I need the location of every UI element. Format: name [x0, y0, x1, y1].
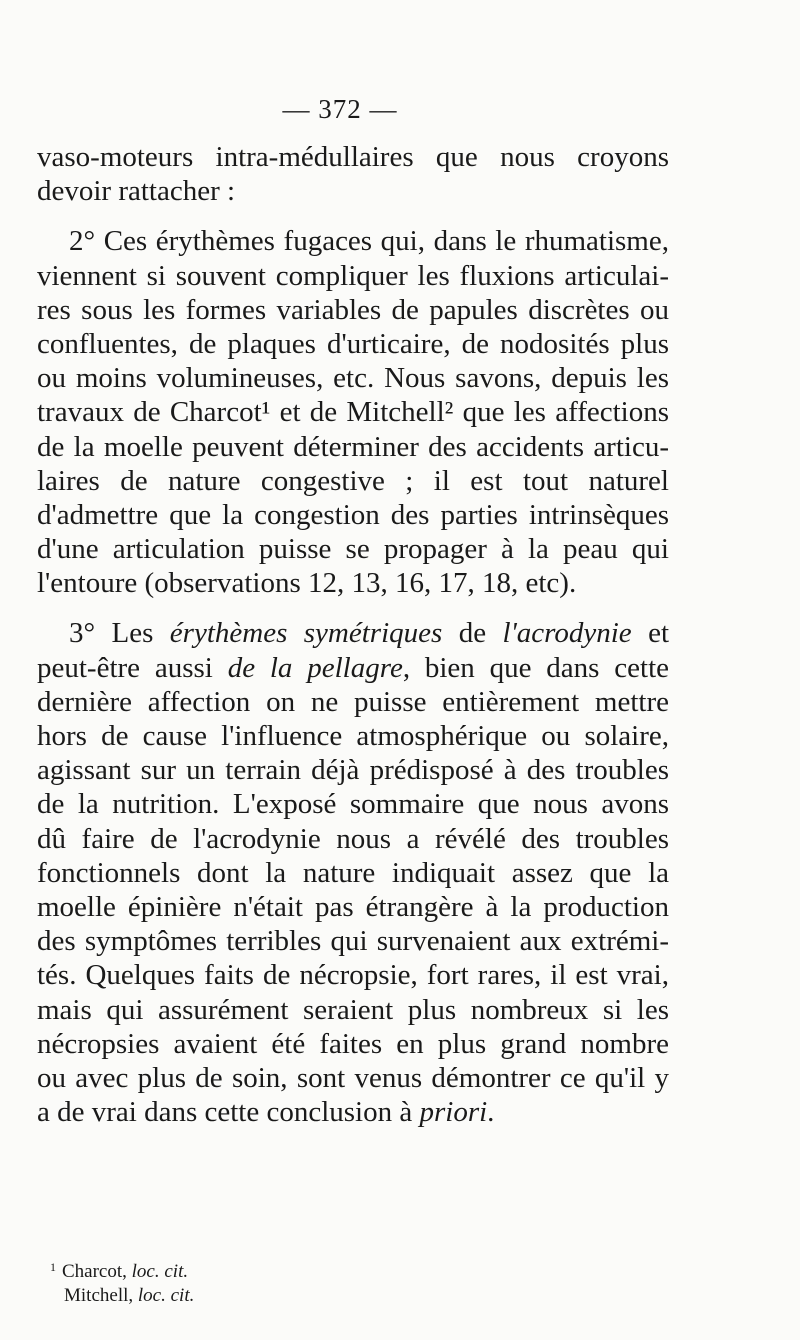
- text-line: viennent si souvent compliquer les fluxions articulai-: [37, 259, 669, 292]
- footnotes: [50, 1255, 194, 1308]
- body-text: [37, 140, 669, 1129]
- text-line: a de vrai dans cette conclusion à priori.: [37, 1096, 495, 1129]
- footnote-text: Charcot, loc. cit.: [62, 1261, 189, 1282]
- text-line: d'une articulation puisse se propager à la peau qui: [37, 533, 669, 566]
- text-line: dernière affection on ne puisse entièrement mettre: [37, 685, 669, 718]
- footnote: [50, 1284, 194, 1308]
- text-line: d'admettre que la congestion des parties intrinsèques: [37, 498, 669, 531]
- text-line: dû faire de l'acrodynie nous a révélé des troubles: [37, 822, 669, 855]
- text-line: nécropsies avaient été faites en plus grand nombre: [37, 1027, 669, 1060]
- footnote-mark: 1: [50, 1260, 56, 1274]
- text-line: devoir rattacher :: [37, 175, 236, 208]
- text-line: vaso-moteurs intra-médullaires que nous croyons: [37, 141, 669, 173]
- text-line: de la nutrition. L'exposé sommaire que nous avons: [37, 788, 669, 821]
- text-line: moelle épinière n'était pas étrangère à la production: [37, 890, 669, 923]
- paragraph-gap: [37, 600, 669, 616]
- text-line: de la moelle peuvent déterminer des accidents articu-: [37, 430, 669, 463]
- footnote-text: Mitchell, loc. cit.: [64, 1285, 195, 1306]
- text-line: res sous les formes variables de papules discrètes ou: [37, 293, 669, 326]
- text-line: tés. Quelques faits de nécropsie, fort rares, il est vrai,: [37, 959, 669, 992]
- text-line: ou moins volumineuses, etc. Nous savons, depuis les: [37, 362, 669, 395]
- text-line: ou avec plus de soin, sont venus démontrer ce qu'il y: [37, 1061, 669, 1094]
- paragraph-number: 2°: [69, 225, 96, 258]
- text-line: mais qui assurément seraient plus nombreux si les: [37, 993, 669, 1026]
- text-line: hors de cause l'influence atmosphérique ou solaire,: [37, 720, 669, 752]
- text-line: 3° Les érythèmes symétriques de l'acrodynie et: [69, 617, 669, 650]
- text-line: des symptômes terribles qui survenaient aux extrémi-: [37, 925, 669, 958]
- text-line: agissant sur un terrain déjà prédisposé à des troubles: [37, 754, 669, 787]
- text-line: laires de nature congestive ; il est tout naturel: [37, 464, 669, 497]
- paragraph-gap: [37, 208, 669, 224]
- page-number: — 372 —: [282, 94, 398, 124]
- text-line: travaux de Charcot¹ et de Mitchell² que les affections: [37, 396, 669, 429]
- text-line: peut-être aussi de la pellagre, bien que dans cette: [37, 651, 670, 684]
- text-line: confluentes, de plaques d'urticaire, de nodosités plus: [37, 327, 669, 360]
- text-line: 2° Ces érythèmes fugaces qui, dans le rhumatisme,: [69, 225, 669, 258]
- footnote: [50, 1255, 194, 1284]
- text-line: fonctionnels dont la nature indiquait assez que la: [37, 856, 669, 889]
- text-line: l'entoure (observations 12, 13, 16, 17, 18, etc).: [37, 567, 577, 600]
